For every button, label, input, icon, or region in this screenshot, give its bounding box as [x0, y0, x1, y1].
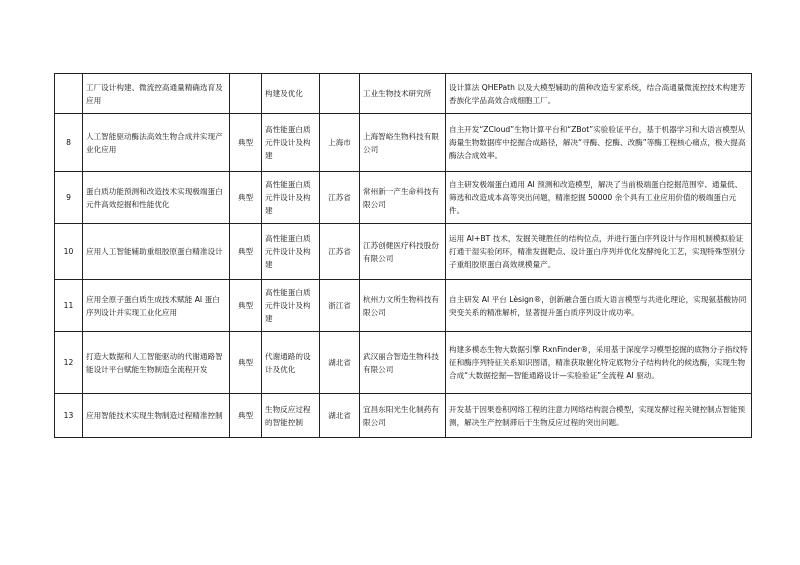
row-number: 13 — [55, 394, 83, 438]
applicant-unit: 上海智峪生物科技有限公司 — [360, 114, 446, 172]
case-region: 江苏省 — [320, 224, 360, 280]
case-description: 自主开发“ZCloud”生物计算平台和“ZBot”实验验证平台，基于机器学习和大语言模型从海量生物数据库中挖掘合成路径，解决“寻酶、挖酶、改酶”等酶工程核心痛点，极大提高酶法合成效率。 — [446, 114, 752, 172]
case-type — [230, 74, 262, 114]
case-name: 蛋白质功能预测和改造技术实现极端蛋白元件高效挖掘和性能优化 — [83, 172, 230, 224]
case-region: 湖北省 — [320, 332, 360, 394]
case-region: 浙江省 — [320, 280, 360, 332]
applicant-unit: 杭州力文所生物科技有限公司 — [360, 280, 446, 332]
case-direction: 高性能蛋白质元件设计及构建 — [262, 172, 320, 224]
case-region — [320, 74, 360, 114]
table-row — [55, 114, 752, 172]
case-region: 湖北省 — [320, 394, 360, 438]
table-row — [55, 224, 752, 280]
case-direction: 高性能蛋白质元件设计及构建 — [262, 280, 320, 332]
table-row — [55, 172, 752, 224]
applicant-unit: 常州新一产生命科技有限公司 — [360, 172, 446, 224]
case-name: 应用全原子蛋白质生成技术赋能 AI 蛋白序列设计并实现工业化应用 — [83, 280, 230, 332]
case-name: 人工智能驱动酶法高效生物合成并实现产业化应用 — [83, 114, 230, 172]
case-direction: 高性能蛋白质元件设计及构建 — [262, 114, 320, 172]
case-direction: 高性能蛋白质元件设计及构建 — [262, 224, 320, 280]
case-table — [54, 73, 752, 438]
case-direction: 构建及优化 — [262, 74, 320, 114]
case-type: 典型 — [230, 280, 262, 332]
applicant-unit: 宜昌东阳光生化制药有限公司 — [360, 394, 446, 438]
case-description: 自主研发 AI 平台 Lèsign®，创新融合蛋白质大语言模型与共进化理论，实现氨基酸协同突变关系的精准解析，显著提升蛋白质序列设计成功率。 — [446, 280, 752, 332]
applicant-unit: 武汉丽合智造生物科技有限公司 — [360, 332, 446, 394]
case-type: 典型 — [230, 114, 262, 172]
case-region: 上海市 — [320, 114, 360, 172]
case-type: 典型 — [230, 224, 262, 280]
table-row — [55, 394, 752, 438]
row-number: 10 — [55, 224, 83, 280]
applicant-unit: 江苏创健医疗科技股份有限公司 — [360, 224, 446, 280]
row-number: 11 — [55, 280, 83, 332]
case-region: 江苏省 — [320, 172, 360, 224]
applicant-unit: 工业生物技术研究所 — [360, 74, 446, 114]
case-description: 构建多模态生物大数据引擎 RxnFinder®，采用基于深度学习模型挖掘的底物分子指纹特征和酶序列特征关系知识图谱，精准获取催化特定底物分子结构转化的候选酶，实现生物合成“大数据挖掘—智能通路设计—实验验证”全流程 AI 驱动。 — [446, 332, 752, 394]
case-name: 工厂设计构建、微流控高通量精确选育及应用 — [83, 74, 230, 114]
case-type: 典型 — [230, 394, 262, 438]
case-name: 应用智能技术实现生物制造过程精准控制 — [83, 394, 230, 438]
row-number — [55, 74, 83, 114]
case-description: 自主研发极端蛋白通用 AI 预测和改造模型，解决了当前极端蛋白挖掘范围窄、通量低、筛选和改造成本高等突出问题，精准挖掘 50000 余个具有工业应用价值的极端蛋白元件。 — [446, 172, 752, 224]
case-direction: 生物反应过程的智能控制 — [262, 394, 320, 438]
case-type: 典型 — [230, 172, 262, 224]
row-number: 12 — [55, 332, 83, 394]
case-name: 应用人工智能辅助重组胶原蛋白精准设计 — [83, 224, 230, 280]
case-description: 运用 AI+BT 技术，发掘关键胜任的结构位点，并进行蛋白序列设计与作用机制模拟验证打通干湿实验闭环，精准发掘靶点、设计蛋白序列并优化发酵纯化工艺，实现特殊型别分子重组胶原蛋白高效规模量产。 — [446, 224, 752, 280]
case-type: 典型 — [230, 332, 262, 394]
table-row — [55, 280, 752, 332]
table-row — [55, 74, 752, 114]
case-direction: 代谢通路的设计及优化 — [262, 332, 320, 394]
row-number: 9 — [55, 172, 83, 224]
table-row — [55, 332, 752, 394]
case-name: 打造大数据和人工智能驱动的代谢通路智能设计平台赋能生物制造全流程开发 — [83, 332, 230, 394]
table-body — [55, 74, 752, 438]
case-description: 开发基于因果卷积网络工程的注意力网络结构混合模型，实现发酵过程关键控制点智能预测，解决生产控制滞后于生物反应过程的突出问题。 — [446, 394, 752, 438]
row-number: 8 — [55, 114, 83, 172]
case-description: 设计算法 QHEPath 以及大模型辅助的菌种改造专家系统，结合高通量微流控技术构建芳香族化学品高效合成细胞工厂。 — [446, 74, 752, 114]
